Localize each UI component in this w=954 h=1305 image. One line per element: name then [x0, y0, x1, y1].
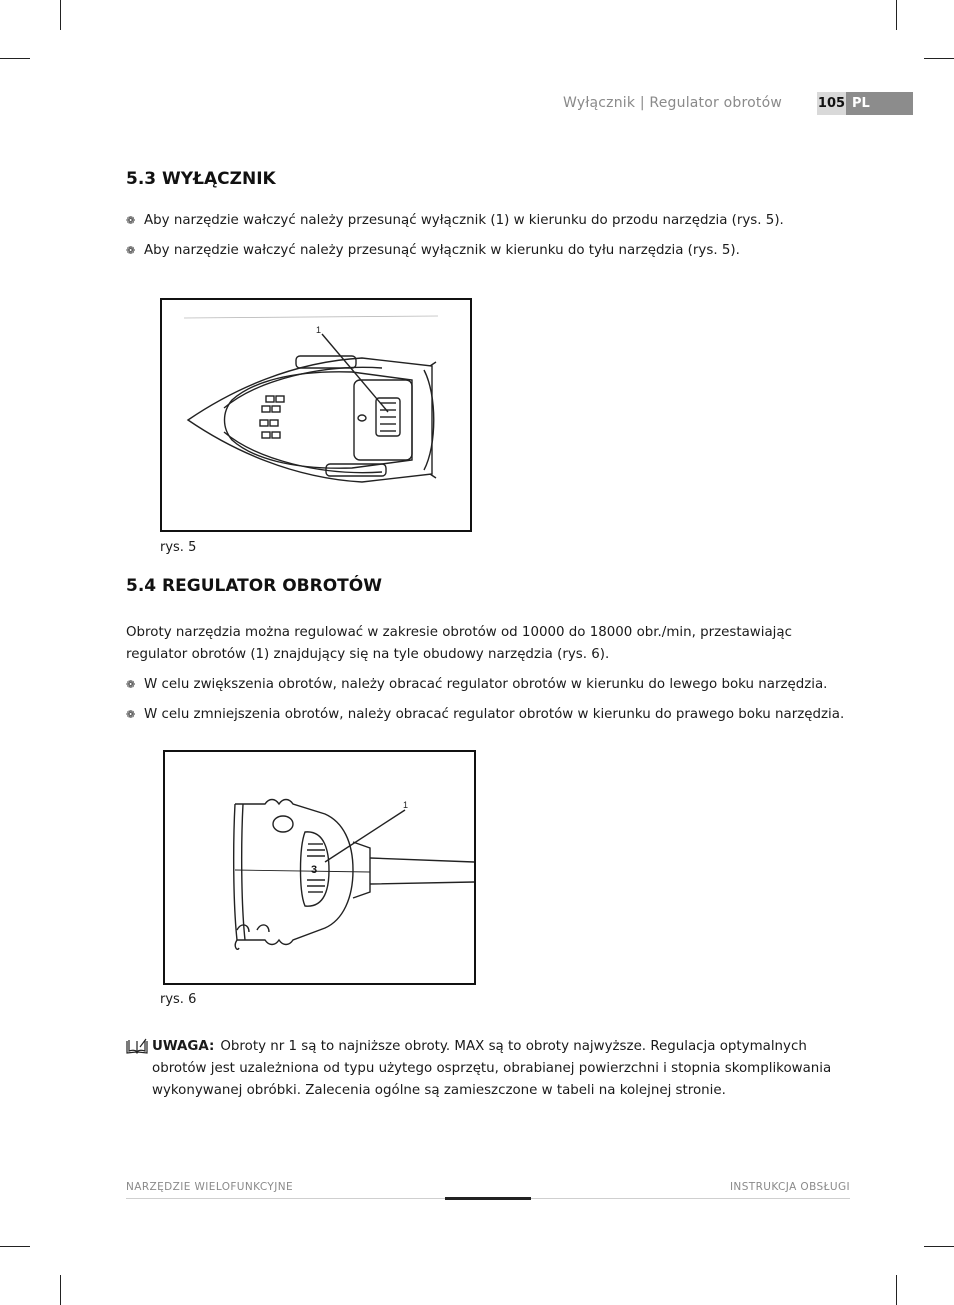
callout-number: 1	[403, 800, 409, 810]
language-tab: PL	[846, 92, 913, 115]
crop-mark	[924, 1246, 954, 1247]
note-block	[126, 1036, 856, 1102]
figure-6-caption: rys. 6	[160, 992, 197, 1007]
tool-switch-illustration	[162, 300, 470, 530]
crop-mark	[924, 58, 954, 59]
figure-6	[163, 750, 476, 985]
gear-bullet-icon: ❁	[126, 214, 136, 227]
page-number: 105	[817, 92, 846, 115]
gear-bullet-icon: ❁	[126, 678, 136, 691]
running-header-title: Wyłącznik | Regulator obrotów	[563, 95, 782, 111]
section-heading-switch: 5.3 WYŁĄCZNIK	[126, 169, 276, 189]
speed-dial-illustration	[165, 752, 474, 983]
dial-digit: 3	[311, 864, 318, 876]
book-note-icon	[126, 1038, 148, 1054]
bullet-text: W celu zmniejszenia obrotów, należy obracać regulator obrotów w kierunku do prawego boku narzędzia.	[144, 707, 845, 722]
crop-mark	[60, 1275, 61, 1305]
crop-mark	[0, 1246, 30, 1247]
bullet-switch-off	[126, 243, 740, 258]
bullet-speed-increase	[126, 677, 827, 692]
figure-5-caption: rys. 5	[160, 540, 197, 555]
bullet-switch-on	[126, 213, 784, 228]
crop-mark	[896, 1275, 897, 1305]
crop-mark	[896, 0, 897, 30]
bullet-text: Aby narzędzie wałczyć należy przesunąć wyłącznik (1) w kierunku do przodu narzędzia (rys. 5).	[144, 213, 784, 228]
speed-intro-paragraph: Obroty narzędzia można regulować w zakresie obrotów od 10000 do 18000 obr./min, przestawiając regulator obrotów (1) znajdujący się na tyle obudowy narzędzia (rys. 6).	[126, 625, 792, 662]
crop-mark	[0, 58, 30, 59]
figure-5	[160, 298, 472, 532]
gear-bullet-icon: ❁	[126, 708, 136, 721]
note-text: Obroty nr 1 są to najniższe obroty. MAX są to obroty najwyższe. Regulacja optymalnych obrotów jest uzależniona od typu użytego osprzętu, obrabianej powierzchni i stopnia skomplikowania wykonywanej obróbki. Zalecenia ogólne są zamieszczone w tabeli na kolejnej stronie.	[152, 1039, 832, 1098]
bullet-text: W celu zwiększenia obrotów, należy obracać regulator obrotów w kierunku do lewego boku narzędzia.	[144, 677, 828, 692]
gear-bullet-icon: ❁	[126, 244, 136, 257]
crop-mark	[60, 0, 61, 30]
footer-accent	[445, 1197, 531, 1200]
bullet-speed-decrease	[126, 707, 844, 722]
footer-left: NARZĘDZIE WIELOFUNKCYJNE	[126, 1181, 293, 1193]
note-body	[152, 1036, 856, 1102]
callout-number: 1	[316, 325, 322, 335]
section-heading-speed-regulator: 5.4 REGULATOR OBROTÓW	[126, 576, 382, 596]
note-label: UWAGA:	[152, 1039, 215, 1054]
footer-right: INSTRUKCJA OBSŁUGI	[729, 1181, 850, 1193]
bullet-text: Aby narzędzie wałczyć należy przesunąć wyłącznik w kierunku do tyłu narzędzia (rys. 5).	[144, 243, 740, 258]
